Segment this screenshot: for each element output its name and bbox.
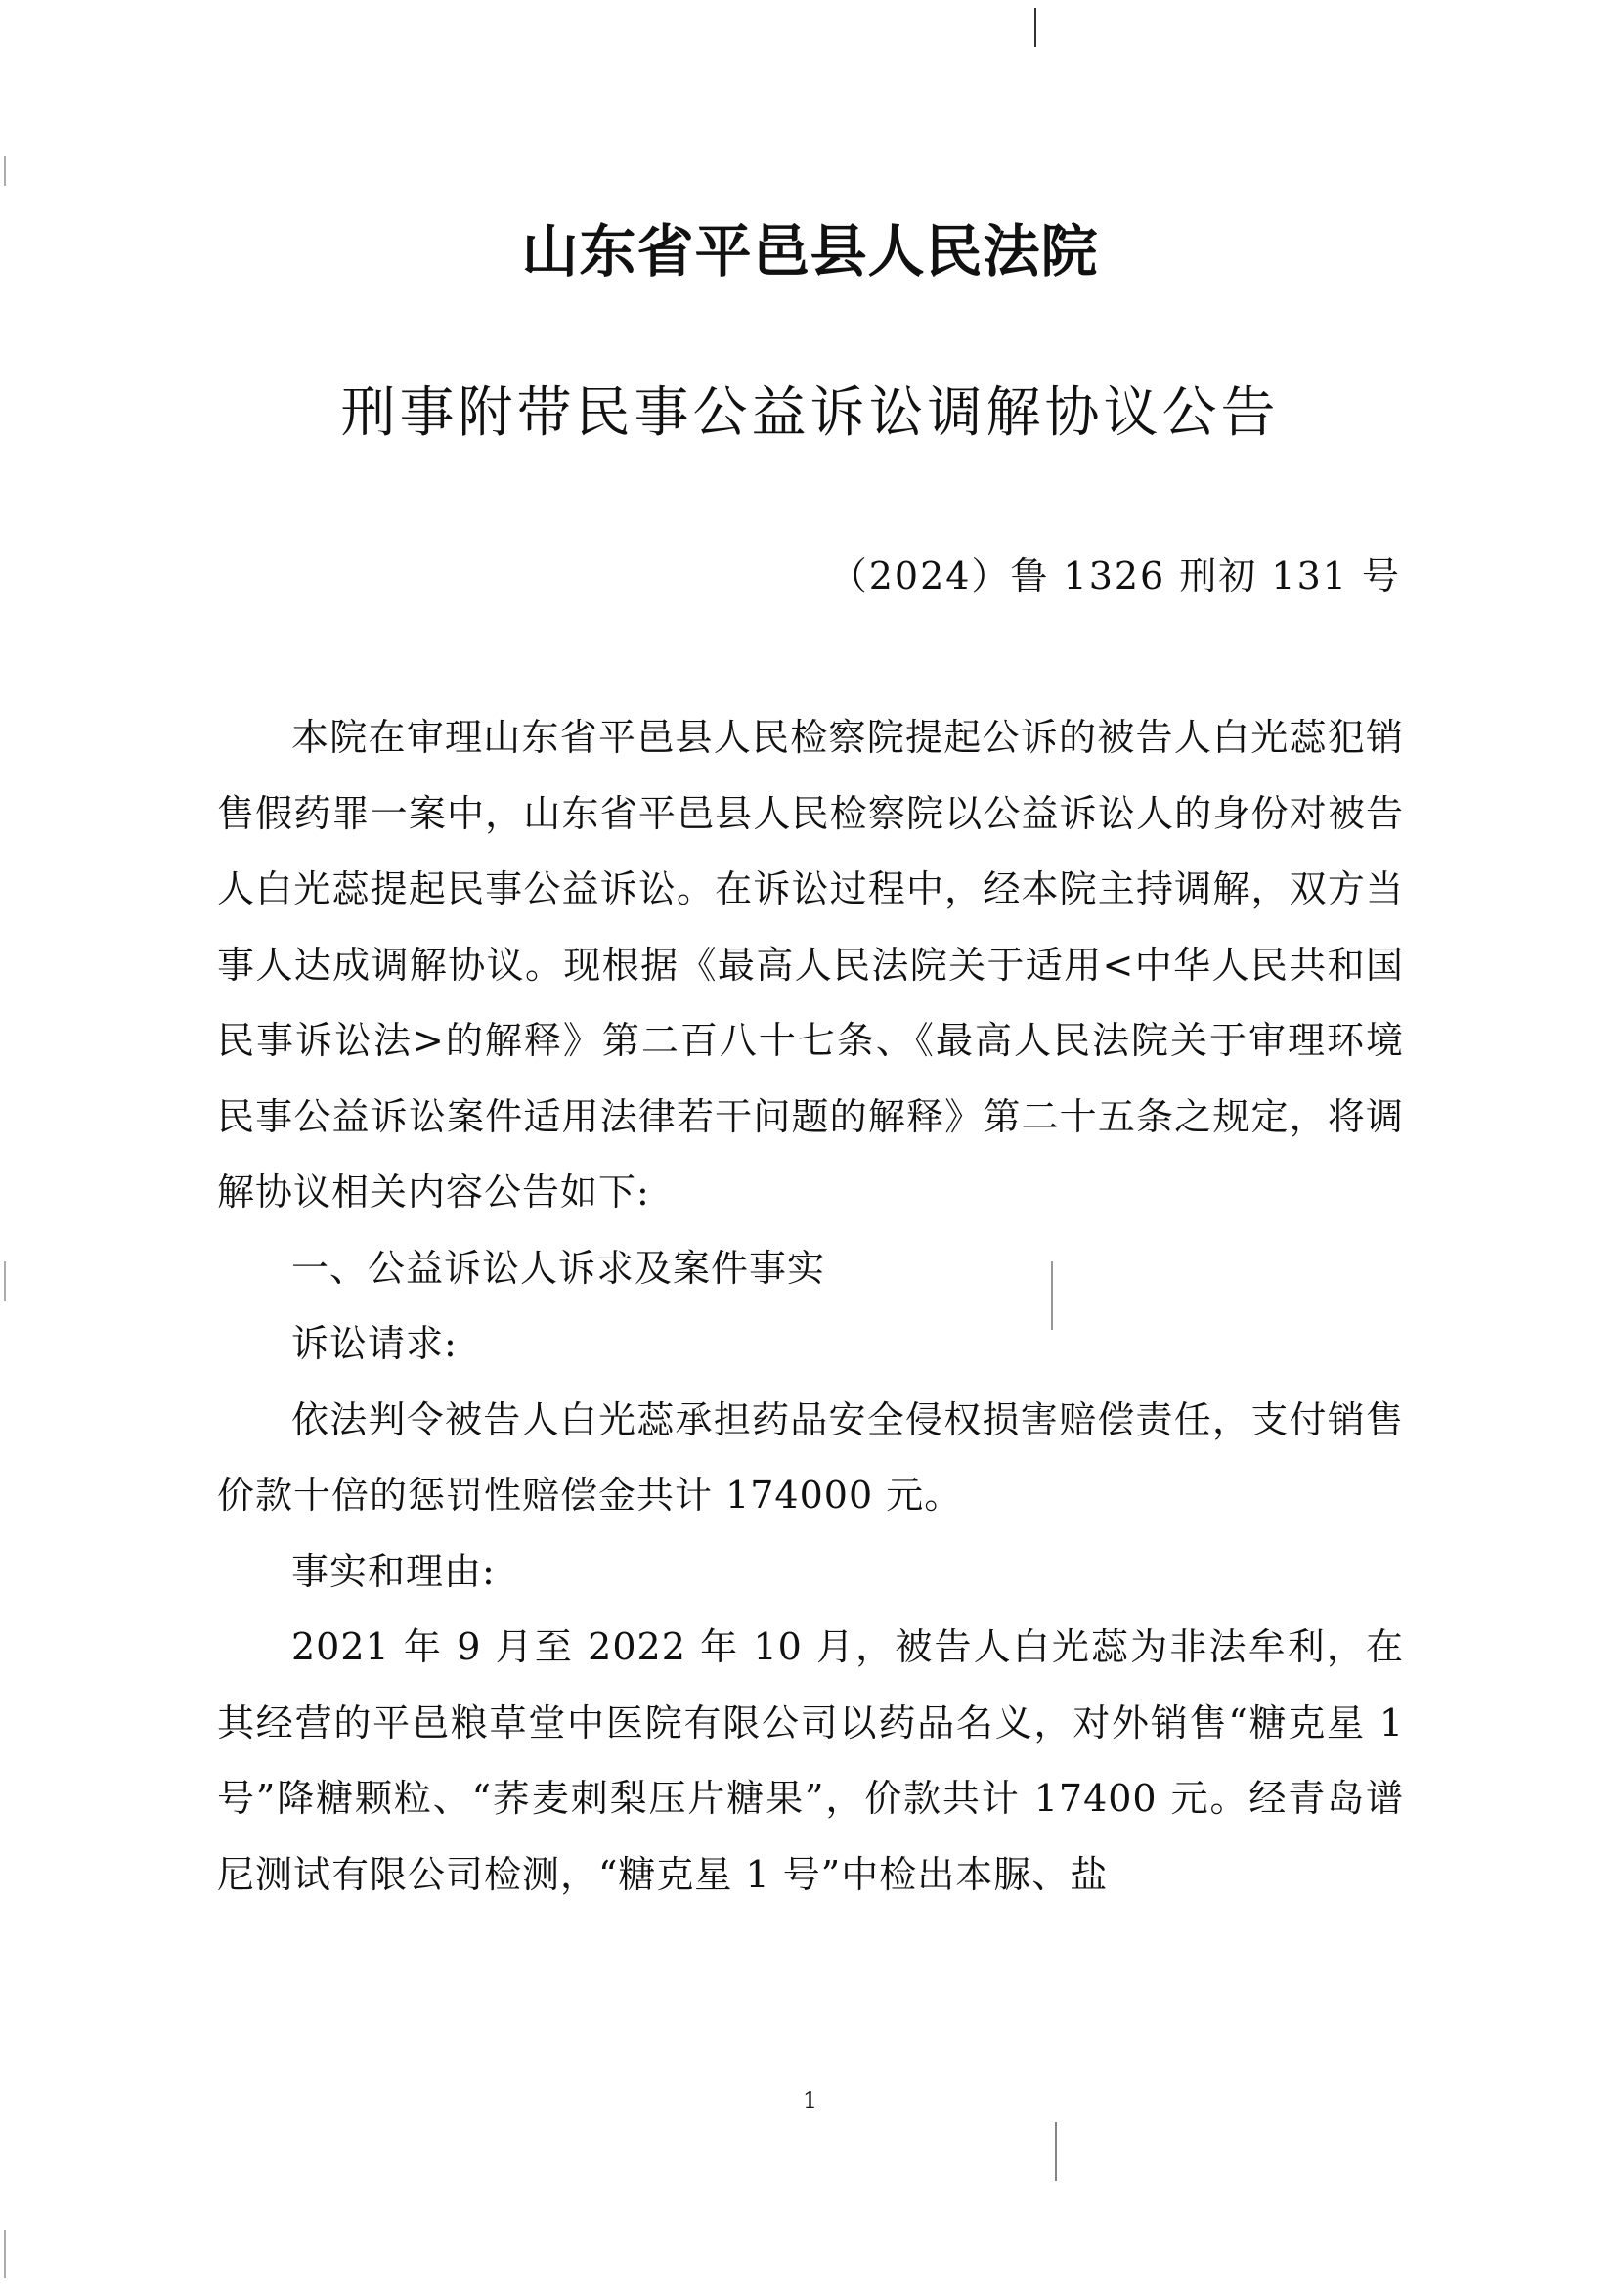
paragraph-claims: 依法判令被告人白光蕊承担药品安全侵权损害赔偿责任，支付销售价款十倍的惩罚性赔偿金共计 174000 元。	[217, 1397, 1404, 1517]
page-number: 1	[802, 2087, 818, 2114]
scan-mark	[4, 156, 6, 186]
scan-mark	[4, 1261, 6, 1301]
notice-body	[217, 700, 1404, 1913]
court-name-heading: 山东省平邑县人民法院	[521, 218, 1099, 285]
case-number: （2024）鲁 1326 刑初 131 号	[829, 554, 1401, 597]
section-heading: 一、公益诉讼人诉求及案件事实	[291, 1246, 826, 1290]
scan-mark	[4, 2230, 6, 2278]
subheading-claims: 诉讼请求:	[291, 1322, 458, 1365]
scan-mark	[1055, 2122, 1057, 2181]
paragraph-intro: 本院在审理山东省平邑县人民检察院提起公诉的被告人白光蕊犯销售假药罪一案中，山东省平邑县人民检察院以公益诉讼人的身份对被告人白光蕊提起民事公益诉讼。在诉讼过程中，经本院主持调解，双方当事人达成调解协议。现根据《最高人民法院关于适用<中华人民共和国民事诉讼法>的解释》第二百八十七条、《最高人民法院关于审理环境民事公益诉讼案件适用法律若干问题的解释》第二十五条之规定，将调解协议相关内容公告如下:	[217, 716, 1404, 1214]
paragraph-facts: 2021 年 9 月至 2022 年 10 月，被告人白光蕊为非法牟利，在其经营的平邑粮草堂中医院有限公司以药品名义，对外销售“糖克星 1 号”降糖颗粒、“荞麦刺梨压片糖果”，价款共计 17400 元。经青岛谱尼测试有限公司检测，“糖克星 1 号”中检出本脲、盐	[217, 1625, 1404, 1896]
scan-mark	[1034, 8, 1036, 47]
notice-title: 刑事附带民事公益诉讼调解协议公告	[340, 381, 1280, 445]
subheading-facts: 事实和理由:	[291, 1549, 496, 1593]
